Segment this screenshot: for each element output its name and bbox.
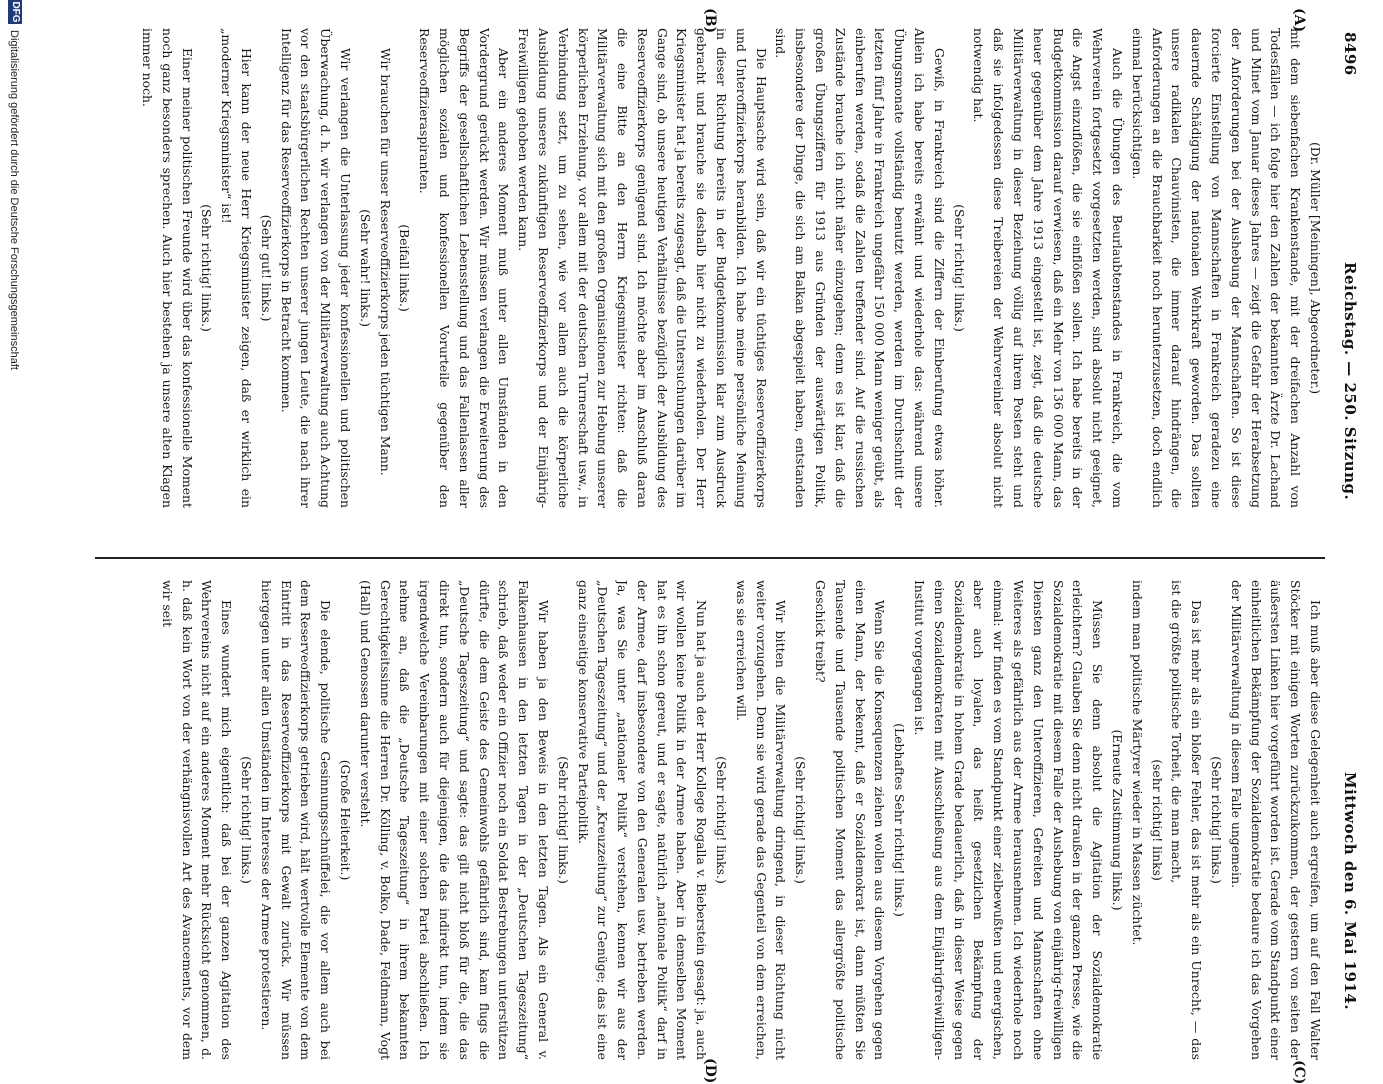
session-date: Mittwoch den 6. Mai 1914.	[1341, 772, 1359, 1011]
interjection: (Sehr richtig! links.)	[951, 204, 967, 332]
interjection: (Sehr richtig! links.)	[238, 756, 254, 884]
margin-marker-d: (D)	[702, 1058, 718, 1084]
paragraph: Das ist mehr als ein bloßer Fehler, das ist mehr als ein Unrecht, — das ist die größte politische Torheit, die man macht,	[1169, 580, 1205, 1060]
margin-marker-c: (C)	[1291, 1060, 1307, 1084]
paragraph: Nun hat ja auch der Herr Kollege Rogalla v. Bieberstein gesagt: ja, auch wir wollen keine Politik in der Armee haben. Aber in demselben Moment hat es ihn schon gereut, und er sagte, natürlich „nationale Politik“ darf in der Armee, darf insbesondere von den Generalen usw. betrieben werden. Ja, was Sie unter „nationaler Politik“ verstehen, kennen wir aus der „Deutschen Tageszeitung“ und der „Kreuzzeitung“ zur Genüge; das ist eine ganz einseitige konservative Parteipolitik.	[575, 580, 710, 1060]
paragraph: Die Hauptsache wird sein, daß wir ein tüchtiges Reserveoffizierkorps und Unteroffizierkorps heranbilden. Ich habe meine persönliche Meinung in dieser Richtung bereits in der Budgetkommission klar zum Ausdruck gebracht und brauche sie deshalb hier nicht zu wiederholen. Der Herr Kriegsminister hat ja bereits zugesagt, daß die Untersuchungen darüber im Gange sind, ob unsere heutigen Verhältnisse bezüglich der Ausbildung des Reserveoffizierkorps genügend sind. Ich möchte aber im Anschluß daran die eine Bitte an den Herrn Kriegsminister richten: daß die Militärverwaltung sich mit den großen Organisationen zur Hebung unserer körperlichen Erziehung, vor allem mit der deutschen Turnerschaft usw., in Verbindung setzt, um zu sehen, wie vor allem auch die körperliche Ausbildung unseres zukünftigen Reserveoffizierkorps und der Einjährig-Freiwilligen gehoben werden kann.	[516, 28, 769, 508]
interjection: (Große Heiterkeit.)	[337, 759, 353, 881]
margin-marker-a: (A)	[1291, 8, 1307, 33]
paragraph: Wir bitten die Militärverwaltung dringend, in dieser Richtung nicht weiter vorzugehen. Denn sie wird gerade das Gegenteil von dem erreichen, was sie erreichen will.	[733, 580, 789, 1060]
paragraph: Die elende, politische Gesinnungsschnüffelei, die vor allem auch bei dem Reserveoffizierkorps getrieben wird, hält wertvolle Elemente von dem Eintritt in das Reserveoffizierkorps mit Gewalt zurück. Wir müssen hiergegen unter allen Umständen im Interesse der Armee protestieren.	[258, 580, 334, 1060]
interjection: (sehr richtig! links)	[1149, 759, 1165, 881]
interjection: (Lebhaftes Sehr richtig! links.)	[892, 723, 908, 917]
running-title: Reichstag. — 250. Sitzung.	[1341, 262, 1359, 501]
page-header	[1333, 32, 1359, 1072]
paragraph: Eines wundert mich eigentlich: daß bei der ganzen Agitation des Wehrvereins nicht auf ein anderes Moment mehr Rücksicht genommen, d. h. daß kein Wort von der verhängnisvollen Art des Avancements, vor dem wir seit	[159, 580, 235, 1060]
left-column	[35, 28, 1325, 508]
speaker-line: (Dr. Müller [Meiningen], Abgeordneter.)	[1308, 141, 1323, 395]
footer-credit: Digitalisierung gefördert durch die Deutsche Forschungsgemeinschaft	[8, 30, 20, 370]
page-number: 8496	[1341, 32, 1359, 76]
paragraph: Einer meiner politischen Freunde wird über das konfessionelle Moment noch ganz besonders sprechen. Auch hier bestehen ja unsere alten Klagen immer noch.	[139, 28, 195, 508]
paragraph: mit dem siebenfachen Krankenstande, mit der dreifachen Anzahl von Todesfällen — ich folge hier den Zahlen der bekannten Ärzte Dr. Lachand und Minet vom Januar dieses Jahres — zeigt die Gefahr der Herabsetzung der Anforderungen bei der Aushebung der Mannschaften. So ist diese forcierte Einstellung von Mannschaften in Frankreich geradezu eine dauernde Schädigung der nationalen Wehrkraft geworden. Das sollten unsere radikalen Chauvinisten, die immer darauf hindrängen, die Anforderungen an die Brauchbarkeit noch herunterzusetzen, doch endlich einmal berücksichtigen.	[1129, 28, 1304, 508]
interjection: (Sehr richtig! links.)	[1209, 756, 1225, 884]
interjection: (Beifall links.)	[397, 224, 413, 312]
interjection: (Sehr richtig! links.)	[714, 756, 730, 884]
interjection: (Sehr gut! links.)	[258, 214, 274, 322]
paragraph: Gewiß, in Frankreich sind die Ziffern der Einberufung etwas höher. Allein ich habe bereits erwähnt und wiederhole das: während unsere Übungsmonate vollständig benutzt werden, werden im Durchschnitt der letzten fünf Jahre in Frankreich ungefähr 150 000 Mann weniger geübt, als einberufen werden, sodaß die Zahlen treffender sind. Auf die russischen Zustände brauche ich nicht näher einzugehen; denn es ist klar, daß die großen Übungsziffern für 1913 aus Gründen der auswärtigen Politik, insbesondere der Dinge, die sich am Balkan abgespielt haben, entstanden sind.	[773, 28, 947, 508]
paragraph: Hier kann der neue Herr Kriegsminister zeigen, daß er wirklich ein „moderner Kriegsminister“ ist!	[219, 28, 254, 508]
interjection: (Erneute Zustimmung links.)	[1110, 729, 1126, 911]
column-divider	[95, 557, 1325, 559]
paragraph: Wir haben ja den Beweis in den letzten Tagen. Als ein General v. Falkenhausen in den letzten Tagen in der „Deutschen Tageszeitung“ schrieb, daß weder ein Offizier noch ein Soldat Bestrebungen unterstützen dürfte, die dem Geiste des Gemeinwohls gefährlich sind, kam flugs die „Deutsche Tageszeitung“ und sagte: das gilt nicht bloß für die, die das direkt tun, sondern auch für diejenigen, die das indirekt tun, indem sie irgendwelche Vereinbarungen mit einer solchen Partei abschließen. Ich nehme an, daß die „Deutsche Tageszeitung“ in ihrem bekannten Gerechtigkeitssinne die Herren Dr. Kölling, v. Bolko, Dade, Feldmann, Vogt (Hall) und Genossen darunter versteht.	[357, 580, 551, 1060]
paragraph: Auch die Übungen des Beurlaubtenstandes in Frankreich, die vom Wehrverein fortgesetzt vorgesetzten werden, sind absolut nicht geeignet, die Angst einzuflößen, die sie einflößen sollen. Ich habe bereits in der Budgetkommission darauf verwiesen, daß ein Mehr von 136 000 Mann, das heuer gegenüber dem Jahre 1913 eingestellt ist, zeigt, daß die deutsche Militärverwaltung in dieser Beziehung völlig auf ihrem Posten steht und daß sie infolgedessen diese Treibereien der Wehrvereinler absolut nicht notwendig hat.	[971, 28, 1126, 508]
paragraph: Wir verlangen die Unterlassung jeder konfessionellen und politischen Überwachung, d. h. wir verlangen von der Militärverwaltung auch Achtung vor den staatsbürgerlichen Rechten unserer jungen Leute, die nach ihrer Intelligenz für das Reserveoffizierkorps in Betracht kommen.	[278, 28, 353, 508]
dfg-logo: DFG	[10, 1, 21, 23]
margin-marker-b: (B)	[702, 8, 718, 34]
digitization-footer	[0, 0, 22, 1000]
interjection: (Sehr richtig! links.)	[555, 756, 571, 884]
paragraph: Wenn Sie die Konsequenzen ziehen wollen aus diesem Vorgehen gegen einen Mann, der bekennt, daß er Sozialdemokrat ist, dann müßten Sie Tausende und Tausende politischen Moment das allergrößte politische Geschick treibt?	[813, 580, 888, 1060]
paragraph: Müssen Sie denn absolut die Agitation der Sozialdemokratie erleichtern? Glauben Sie denn nicht draußen in der ganzen Presse, wie die Sozialdemokratie mit diesem Falle der Aushebung von einjährig-freiwilligen Diensten ganz den Unteroffizieren, Gefreiten und Mannschaften ohne Weiteres als gefährlich aus der Armee herausnehmen. Ich wiederhole noch einmal: wir finden es vom Standpunkt einer zielbewußten und energischen, aber auch loyalen, das heißt gesetzlichen Bekämpfung der Sozialdemokratie in hohem Grade bedauerlich, daß in dieser Weise gegen einen Sozialdemokraten mit Ausschließung aus dem Einjährigfreiwilligen-Institut vorgegangen ist.	[912, 580, 1106, 1060]
interjection: (Sehr richtig! links.)	[199, 204, 215, 332]
right-column	[35, 580, 1325, 1060]
paragraph: Aber ein anderes Moment muß unter allen Umständen in den Vordergrund gerückt werden. Wir müssen verlangen die Erweiterung des Begriffs der gesellschaftlichen Lebensstellung und das Fallenlassen aller möglichen sozialen und konfessionellen Vorurteile gegenüber den Reserveoffizieraspiranten.	[417, 28, 512, 508]
paragraph: Wir brauchen für unser Reserveoffizierkorps jeden tüchtigen Mann.	[377, 48, 393, 476]
paragraph: Ich muß aber diese Gelegenheit auch ergreifen, um auf den Fall Walter Stöcker mit einigen Worten zurückzukommen, der gestern von seiten der äußersten Linken hier vorgeführt worden ist. Gerade vom Standpunkt einer einheitlichen Bekämpfung der Sozialdemokratie bedaure ich das Vorgehen der Militärverwaltung in diesem Falle ungemein.	[1228, 580, 1323, 1060]
interjection: (Sehr richtig! links.)	[793, 756, 809, 884]
paragraph: indem man politische Märtyrer wieder in Massen züchtet.	[1129, 580, 1145, 946]
interjection: (Sehr wahr! links.)	[357, 209, 373, 327]
